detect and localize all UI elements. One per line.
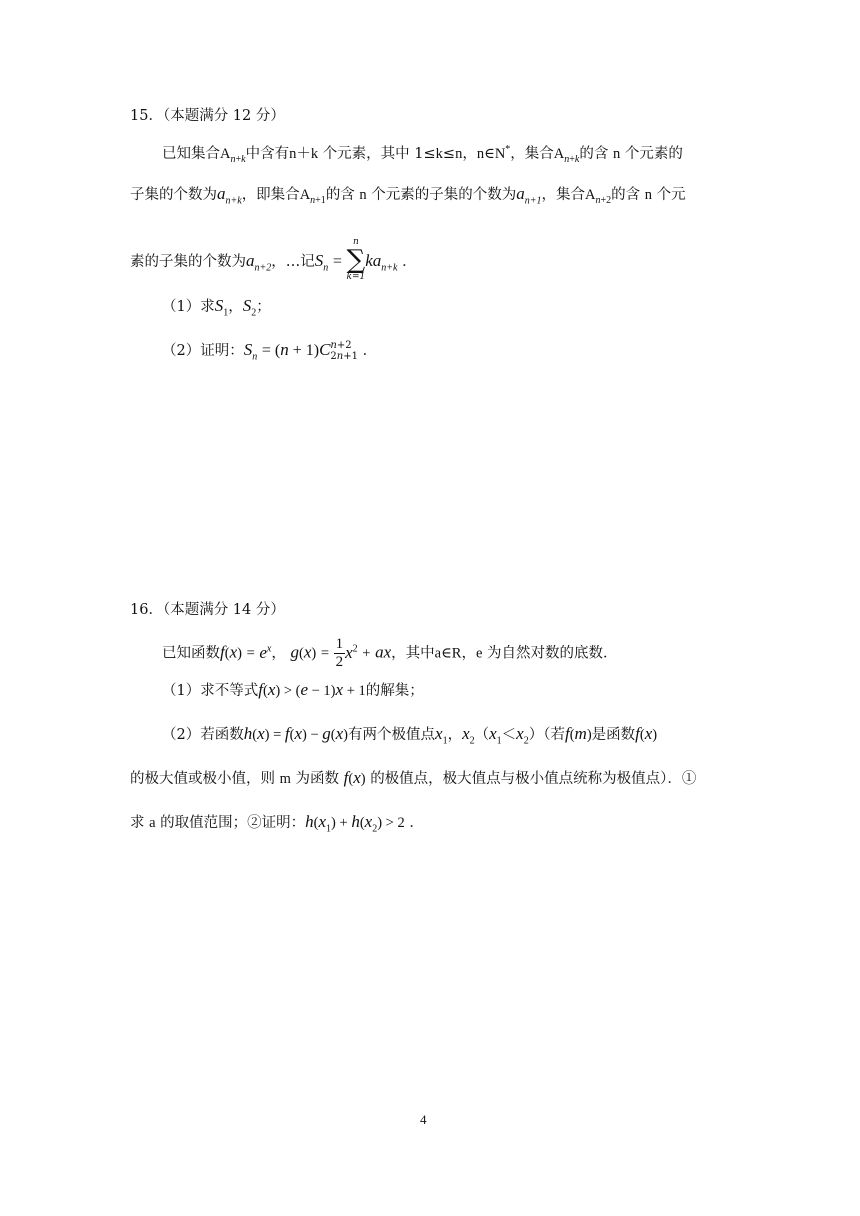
q16-part1: （1）求不等式f(x) > (e − 1)x + 1的解集； bbox=[162, 680, 424, 699]
page-number: 4 bbox=[420, 1112, 427, 1127]
q15-part2: （2）证明：$S_n = (n + 1)C$ n+2 2n+1 ． bbox=[162, 340, 378, 363]
q16-line3: 求 a 的取值范围；②证明：$h(x_1) + h(x_2) > 2$ ． bbox=[130, 812, 424, 835]
q15-line1: 已知集合$A_{n+k}$中含有n＋k 个元素，其中 1≤k≤n，n∈N*，集合$A_{n+k}$的含 n 个元素的 bbox=[162, 144, 683, 165]
q16-line1: 已知函数$f(x) = e^x$， g(x) = $\frac{1}{2}$ $x^2$ + ax，其中a∈R，e 为自然对数的底数． bbox=[162, 636, 618, 670]
q16-part2: （2）若函数h(x) = f(x) − g(x)有两个极值点$x_1$，$x_2(x_1<x_2)$（若f(m)是函数f(x) bbox=[162, 724, 658, 747]
q15-line3: 素的子集的个数为$a_{n+2}$，…记$S_n$ = n ∑ k=1 $ka_{n+k}$ ． bbox=[130, 237, 417, 282]
q15-line2: 子集的个数为$a_{n+k}$，即集合$A_{n+1}$的含 n 个元素的子集的个数为$a_{n+1}$，集合$A_{n+2}$的含 n 个元 bbox=[130, 184, 686, 207]
q15-part1: （1）求$S_1$，$S_2$； bbox=[162, 296, 271, 319]
q15-header: 15．（本题满分 12 分） bbox=[130, 108, 285, 124]
q16-line2: 的极大值或极小值，则 m 为函数 f(x) 的极值点，极大值点与极小值点统称为极值点）．① bbox=[130, 768, 697, 787]
q16-header: 16．（本题满分 14 分） bbox=[130, 602, 285, 618]
